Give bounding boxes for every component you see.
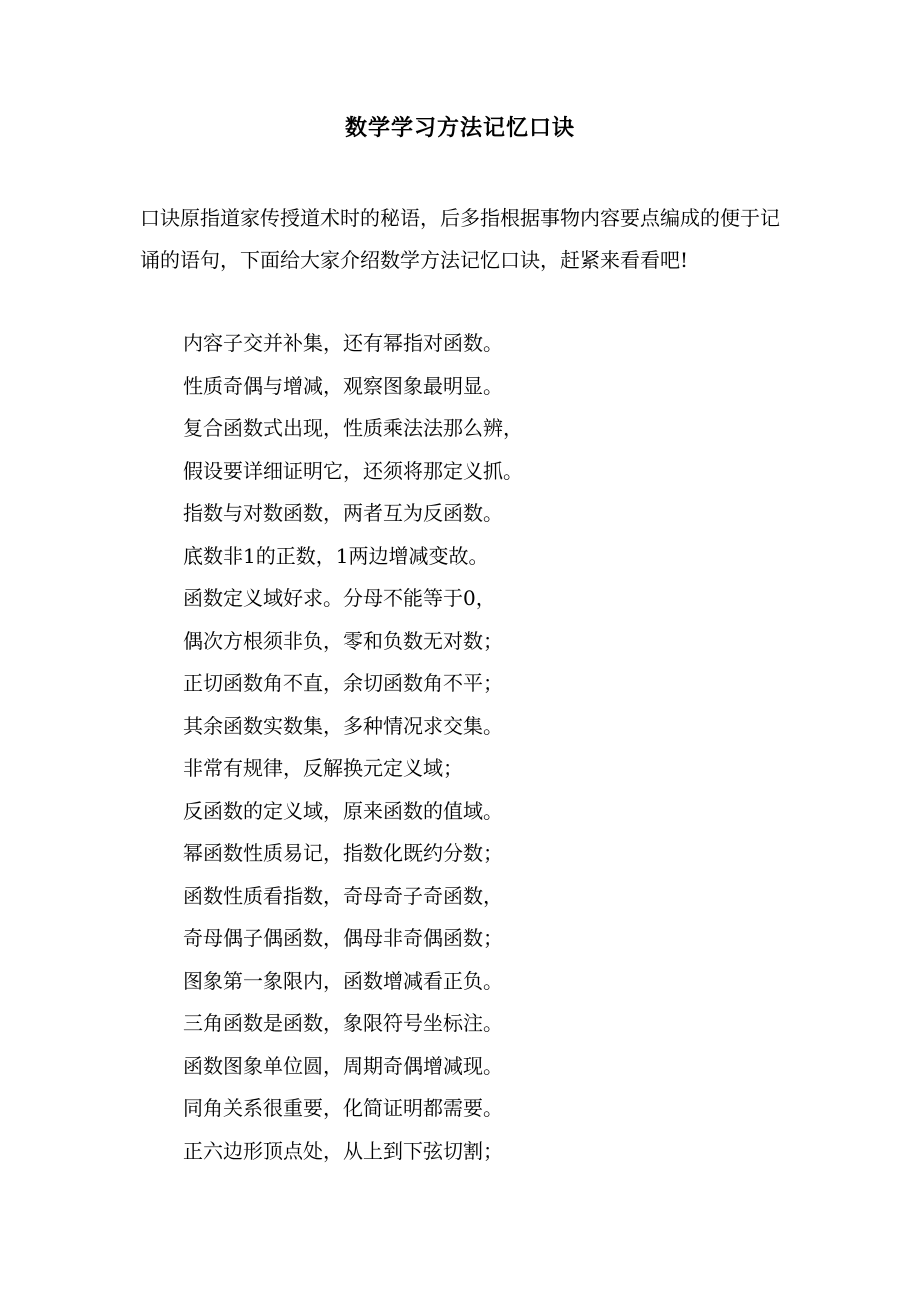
mnemonic-line: 正六边形顶点处，从上到下弦切割；	[183, 1138, 503, 1163]
mnemonic-line: 三角函数是函数，象限符号坐标注。	[183, 1011, 503, 1035]
mnemonic-line: 幂函数性质易记，指数化既约分数；	[183, 841, 503, 865]
mnemonic-line: 性质奇偶与增减，观察图象最明显。	[183, 373, 503, 398]
mnemonic-line: 奇母偶子偶函数，偶母非奇偶函数；	[183, 926, 503, 950]
mnemonic-line: 复合函数式出现，性质乘法法那么辨，	[183, 416, 523, 440]
mnemonic-line: 其余函数实数集，多种情况求交集。	[183, 713, 503, 738]
mnemonic-line: 正切函数角不直，余切函数角不平；	[183, 671, 503, 695]
mnemonic-line: 函数图象单位圆，周期奇偶增减现。	[183, 1053, 503, 1078]
mnemonic-list	[183, 322, 523, 1172]
mnemonic-line: 偶次方根须非负，零和负数无对数；	[183, 628, 503, 653]
mnemonic-line: 反函数的定义域，原来函数的值域。	[183, 798, 503, 823]
mnemonic-line: 内容子交并补集，还有幂指对函数。	[183, 331, 503, 355]
document-title: 数学学习方法记忆口诀	[344, 115, 575, 141]
intro-paragraph: 口诀原指道家传授道术时的秘语，后多指根据事物内容要点编成的便于记诵的语句，下面给大家介绍数学方法记忆口诀，赶紧来看看吧!	[140, 206, 780, 272]
mnemonic-line: 函数性质看指数，奇母奇子奇函数，	[183, 883, 503, 908]
mnemonic-line: 同角关系很重要，化简证明都需要。	[183, 1096, 503, 1120]
mnemonic-line: 假设要详细证明它，还须将那定义抓。	[183, 458, 523, 483]
mnemonic-line: 图象第一象限内，函数增减看正负。	[183, 968, 503, 993]
mnemonic-line: 指数与对数函数，两者互为反函数。	[183, 501, 503, 525]
mnemonic-line: 函数定义域好求。分母不能等于0，	[183, 586, 496, 610]
mnemonic-line: 底数非1的正数，1两边增减变故。	[183, 543, 489, 568]
mnemonic-line: 非常有规律，反解换元定义域；	[183, 756, 463, 780]
